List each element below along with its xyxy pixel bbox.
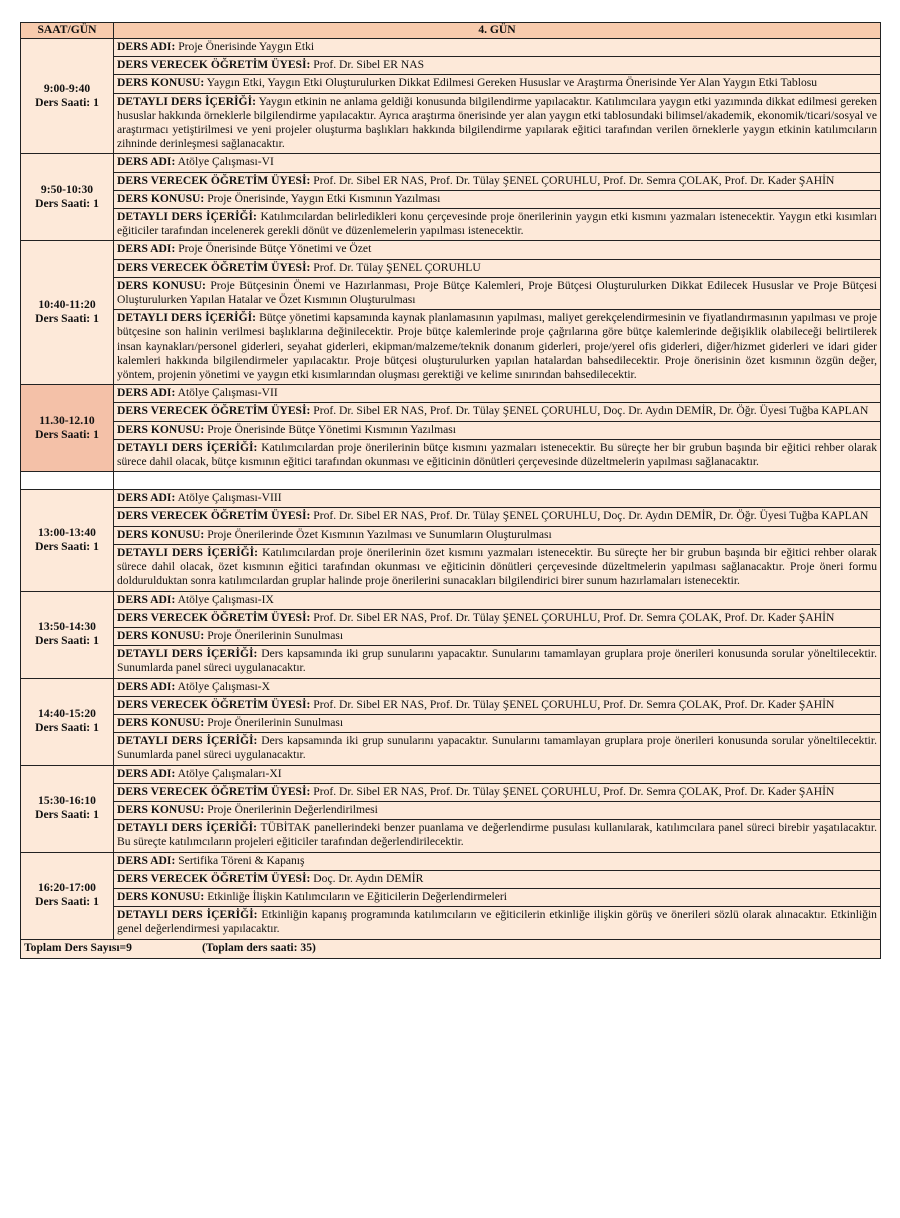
field-value: Katılımcılardan belirledikleri konu çerçevesinde proje önerilerinin yaygın etki kısmını yazmaları istenecektir. Yaygın etki kısımları eğiticiler tarafından incelenerek gerekli dönüt ve düzenlemelerin yapılması istenecektir. bbox=[117, 210, 877, 238]
detail-cell bbox=[114, 75, 881, 93]
session-row-ders-adi bbox=[21, 678, 881, 696]
time-slot-cell bbox=[21, 241, 114, 385]
session-row-ogretim-uyesi bbox=[21, 403, 881, 421]
field-value: Katılımcılardan proje önerilerinin bütçe kısmını yazmaları istenecektir. Bu süreçte her bir grubun başında bir eğitici rehber olarak sürece dahil olacak, bütçe kısmının eğitici tarafından okunması ve eğiticinin dönütleri çerçevesinde düzeltmelerin yapılması sağlanacaktır. bbox=[117, 440, 877, 469]
field-value: Proje Önerisinde Bütçe Yönetimi Kısmının Yazılması bbox=[207, 422, 457, 436]
field-label: DERS KONUSU: bbox=[117, 422, 205, 436]
detail-cell bbox=[114, 678, 881, 696]
field-label: DETAYLI DERS İÇERİĞİ: bbox=[117, 311, 256, 325]
time-slot-cell bbox=[21, 154, 114, 241]
field-value: Prof. Dr. Sibel ER NAS, Prof. Dr. Tülay ŞENEL ÇORUHLU, Prof. Dr. Semra ÇOLAK, Prof. Dr. Kader ŞAHİN bbox=[313, 697, 835, 711]
time-slot-cell bbox=[21, 765, 114, 852]
field-value: Proje Önerisinde Yaygın Etki bbox=[178, 40, 315, 53]
time-slot-cell bbox=[21, 490, 114, 591]
detail-cell bbox=[114, 907, 881, 939]
header-day-cell: 4. GÜN bbox=[114, 23, 881, 39]
detail-cell bbox=[114, 544, 881, 591]
ders-saati: Ders Saati: 1 bbox=[35, 721, 99, 735]
session-row-detay bbox=[21, 310, 881, 385]
field-label: DERS KONUSU: bbox=[117, 889, 205, 903]
session-row-ogretim-uyesi bbox=[21, 259, 881, 277]
field-value: Proje Önerisinde Bütçe Yönetimi ve Özet bbox=[178, 242, 372, 256]
time-slot-cell bbox=[21, 852, 114, 939]
session-row-konusu bbox=[21, 277, 881, 309]
field-label: DERS VERECEK ÖĞRETİM ÜYESİ: bbox=[117, 871, 311, 885]
time-range: 11.30-12.10 bbox=[39, 413, 95, 427]
field-value: Proje Önerilerinde Özet Kısmının Yazılması ve Sunumların Oluşturulması bbox=[207, 527, 552, 541]
footer-cell bbox=[21, 939, 881, 958]
detail-cell bbox=[114, 93, 881, 154]
field-label: DERS ADI: bbox=[117, 242, 176, 256]
ders-saati: Ders Saati: 1 bbox=[35, 808, 99, 822]
ders-saati: Ders Saati: 1 bbox=[35, 196, 99, 210]
field-label: DERS ADI: bbox=[117, 679, 176, 693]
field-value: Doç. Dr. Aydın DEMİR bbox=[313, 871, 424, 885]
ders-saati: Ders Saati: 1 bbox=[35, 634, 99, 647]
time-range: 13:00-13:40 bbox=[38, 525, 96, 539]
field-value: Proje Önerisinde, Yaygın Etki Kısmının Yazılması bbox=[207, 191, 441, 205]
session-row-detay bbox=[21, 209, 881, 241]
field-label: DERS KONUSU: bbox=[117, 191, 205, 205]
field-label: DETAYLI DERS İÇERİĞİ: bbox=[117, 908, 258, 922]
detail-cell bbox=[114, 888, 881, 906]
detail-cell bbox=[114, 57, 881, 75]
session-row-ogretim-uyesi bbox=[21, 57, 881, 75]
detail-cell bbox=[114, 733, 881, 765]
session-row-konusu bbox=[21, 714, 881, 732]
field-value: Katılımcılardan proje önerilerinin özet kısmını yazmaları istenecektir. Bu süreçte her bir grubun başında bir eğitici rehber olarak sürece dahil olacak, özet kısmının eğitici tarafından okunması ve eğiticinin dönütleri çerçevesinde düzeltmelerin yapılması sağlanacaktır. Proje öneri formu doldurulduktan sonra katılımcılardan gruplar halinde proje önerilerini sunacakları bilgilendirici birer sunum hazırlamaları istenecektir. bbox=[117, 545, 877, 588]
field-label: DETAYLI DERS İÇERİĞİ: bbox=[117, 734, 258, 748]
field-label: DERS VERECEK ÖĞRETİM ÜYESİ: bbox=[117, 610, 311, 624]
field-label: DETAYLI DERS İÇERİĞİ: bbox=[117, 647, 258, 661]
session-row-ders-adi bbox=[21, 591, 881, 609]
session-row-ders-adi bbox=[21, 385, 881, 403]
field-label: DERS KONUSU: bbox=[117, 802, 205, 816]
total-course-hours: (Toplam ders saati: 35) bbox=[201, 940, 316, 954]
field-label: DERS KONUSU: bbox=[117, 76, 205, 90]
field-label: DERS KONUSU: bbox=[117, 527, 205, 541]
field-label: DERS KONUSU: bbox=[117, 715, 205, 729]
field-value: Proje Önerilerinin Değerlendirilmesi bbox=[207, 802, 378, 816]
field-label: DERS VERECEK ÖĞRETİM ÜYESİ: bbox=[117, 784, 311, 798]
field-label: DETAYLI DERS İÇERİĞİ: bbox=[117, 94, 256, 108]
field-label: DERS VERECEK ÖĞRETİM ÜYESİ: bbox=[117, 58, 311, 72]
detail-cell bbox=[114, 696, 881, 714]
time-slot-cell bbox=[21, 678, 114, 765]
detail-cell bbox=[114, 259, 881, 277]
detail-cell bbox=[114, 591, 881, 609]
session-row-detay bbox=[21, 646, 881, 678]
time-range: 9:50-10:30 bbox=[40, 182, 94, 196]
ders-saati: Ders Saati: 1 bbox=[35, 539, 99, 553]
footer-row bbox=[21, 939, 881, 958]
session-row-ogretim-uyesi bbox=[21, 870, 881, 888]
gap-cell bbox=[21, 472, 114, 490]
detail-cell bbox=[114, 870, 881, 888]
field-value: Atölye Çalışması-VI bbox=[177, 155, 274, 169]
field-label: DETAYLI DERS İÇERİĞİ: bbox=[117, 821, 258, 835]
session-row-konusu bbox=[21, 75, 881, 93]
field-value: Etkinliğe İlişkin Katılımcıların ve Eğiticilerin Değerlendirmeleri bbox=[207, 889, 507, 903]
detail-cell bbox=[114, 209, 881, 241]
detail-cell bbox=[114, 241, 881, 259]
field-value: Prof. Dr. Sibel ER NAS, Prof. Dr. Tülay ŞENEL ÇORUHLU, Prof. Dr. Semra ÇOLAK, Prof. Dr. Kader ŞAHİN bbox=[313, 173, 835, 187]
schedule-table bbox=[20, 22, 881, 959]
session-row-detay bbox=[21, 93, 881, 154]
field-value: Yaygın Etki, Yaygın Etki Oluşturulurken Dikkat Edilmesi Gereken Hususlar ve Araştırma Önerisinde Yer Alan Yaygın Etki Tablosu bbox=[206, 76, 818, 90]
time-range: 16:20-17:00 bbox=[38, 880, 96, 894]
header-time-cell: SAAT/GÜN bbox=[21, 23, 114, 39]
schedule-body bbox=[21, 23, 881, 959]
session-row-ogretim-uyesi bbox=[21, 696, 881, 714]
session-row-ogretim-uyesi bbox=[21, 172, 881, 190]
field-value: Ders kapsamında iki grup sunularını yapacaktır. Sunularını tamamlayan gruplara proje önerileri konusunda sorular yöneltilecektir. Sunumlarda panel süreci uygulanacaktır. bbox=[117, 734, 877, 762]
detail-cell bbox=[114, 801, 881, 819]
detail-cell bbox=[114, 310, 881, 385]
session-row-konusu bbox=[21, 627, 881, 645]
time-range: 15:30-16:10 bbox=[38, 793, 96, 807]
field-label: DERS KONUSU: bbox=[117, 628, 205, 642]
field-value: Prof. Dr. Sibel ER NAS, Prof. Dr. Tülay ŞENEL ÇORUHLU, Doç. Dr. Aydın DEMİR, Dr. Öğr. Üyesi Tuğba KAPLAN bbox=[313, 404, 869, 418]
session-row-ders-adi bbox=[21, 490, 881, 508]
detail-cell bbox=[114, 508, 881, 526]
session-row-ders-adi bbox=[21, 852, 881, 870]
detail-cell bbox=[114, 190, 881, 208]
field-value: Proje Bütçesinin Önemi ve Hazırlanması, Proje Bütçe Kalemleri, Proje Bütçesi Oluşturulurken Dikkat Edilecek Hususlar ve Proje Bütçesi Oluşturulurken Yapılan Hatalar ve Özet Kısmının Oluşturulması bbox=[117, 278, 877, 307]
ders-saati: Ders Saati: 1 bbox=[35, 312, 99, 326]
field-label: DERS VERECEK ÖĞRETİM ÜYESİ: bbox=[117, 173, 311, 187]
field-value: TÜBİTAK panellerindeki benzer puanlama ve değerlendirme pusulası kullanılarak, katılımcılara panel süreci birebir yaşatılacaktır. Bu süreçte katılımcıların projeleri eğiticiler tarafından değerlendirilecektir. bbox=[117, 821, 877, 849]
time-range: 10:40-11:20 bbox=[38, 298, 96, 312]
time-range: 13:50-14:30 bbox=[38, 619, 96, 633]
session-row-ogretim-uyesi bbox=[21, 783, 881, 801]
field-label: DERS ADI: bbox=[117, 766, 176, 780]
session-row-ders-adi bbox=[21, 154, 881, 172]
field-value: Prof. Dr. Sibel ER NAS, Prof. Dr. Tülay ŞENEL ÇORUHLU, Prof. Dr. Semra ÇOLAK, Prof. Dr. Kader ŞAHİN bbox=[313, 610, 835, 624]
field-value: Atölye Çalışması-VII bbox=[177, 386, 278, 400]
gap-cell bbox=[114, 472, 881, 490]
session-row-konusu bbox=[21, 190, 881, 208]
ders-saati: Ders Saati: 1 bbox=[35, 95, 99, 109]
field-label: DETAYLI DERS İÇERİĞİ: bbox=[117, 440, 258, 454]
session-row-detay bbox=[21, 439, 881, 471]
field-label: DERS KONUSU: bbox=[117, 278, 206, 292]
detail-cell bbox=[114, 646, 881, 678]
field-label: DERS ADI: bbox=[117, 491, 176, 505]
ders-saati: Ders Saati: 1 bbox=[35, 427, 99, 441]
session-row-detay bbox=[21, 907, 881, 939]
field-value: Prof. Dr. Tülay ŞENEL ÇORUHLU bbox=[313, 260, 481, 274]
session-row-konusu bbox=[21, 526, 881, 544]
field-value: Proje Önerilerinin Sunulması bbox=[207, 628, 344, 642]
field-label: DERS ADI: bbox=[117, 853, 176, 867]
detail-cell bbox=[114, 852, 881, 870]
time-slot-cell bbox=[21, 385, 114, 472]
session-row-ogretim-uyesi bbox=[21, 508, 881, 526]
detail-cell bbox=[114, 39, 881, 57]
detail-cell bbox=[114, 277, 881, 309]
field-label: DETAYLI DERS İÇERİĞİ: bbox=[117, 545, 258, 559]
session-row-ogretim-uyesi bbox=[21, 609, 881, 627]
field-value: Proje Önerilerinin Sunulması bbox=[207, 715, 344, 729]
session-row-konusu bbox=[21, 888, 881, 906]
session-row-detay bbox=[21, 544, 881, 591]
field-value: Yaygın etkinin ne anlama geldiği konusunda bilgilendirme yapılacaktır. Katılımcılara yaygın etki yazımında dikkat edilmesi gereken hususlar hakkında örneklerle bilgilendirme yapılacaktır. Ayrıca araştırma önerisinde yer alan yaygın etki tablosundaki bilimsel/akademik, ekonomik/ticari/sosyal ve araştırmacı yetiştirilmesi ve yeni projeler oluşturma başlıkları hakkında bilgilendirme yapılarak eğitici tarafından verilen örneklerle yaygın etkinin katılımcıların zihninde derinleşmesi sağlanacaktır. bbox=[117, 94, 877, 151]
field-value: Etkinliğin kapanış programında katılımcıların ve eğiticilerin etkinliğe ilişkin görüş ve önerileri sözlü olarak alınacaktır. Etkinliğin genel değerlendirmesi yapılacaktır. bbox=[117, 908, 877, 936]
field-label: DERS ADI: bbox=[117, 386, 176, 400]
detail-cell bbox=[114, 172, 881, 190]
field-value: Prof. Dr. Sibel ER NAS, Prof. Dr. Tülay ŞENEL ÇORUHLU, Prof. Dr. Semra ÇOLAK, Prof. Dr. Kader ŞAHİN bbox=[313, 784, 835, 798]
time-range: 14:40-15:20 bbox=[38, 706, 96, 720]
detail-cell bbox=[114, 385, 881, 403]
field-label: DERS VERECEK ÖĞRETİM ÜYESİ: bbox=[117, 260, 311, 274]
ders-saati: Ders Saati: 1 bbox=[35, 895, 99, 909]
session-row-ders-adi bbox=[21, 39, 881, 57]
field-label: DERS ADI: bbox=[117, 155, 176, 169]
session-row-konusu bbox=[21, 421, 881, 439]
field-value: Atölye Çalışmaları-XI bbox=[177, 766, 282, 780]
detail-cell bbox=[114, 609, 881, 627]
field-value: Prof. Dr. Sibel ER NAS, Prof. Dr. Tülay ŞENEL ÇORUHLU, Doç. Dr. Aydın DEMİR, Dr. Öğr. Üyesi Tuğba KAPLAN bbox=[313, 509, 869, 523]
session-row-ders-adi bbox=[21, 765, 881, 783]
lunch-break-row bbox=[21, 472, 881, 490]
session-row-detay bbox=[21, 733, 881, 765]
field-label: DERS VERECEK ÖĞRETİM ÜYESİ: bbox=[117, 697, 311, 711]
detail-cell bbox=[114, 714, 881, 732]
detail-cell bbox=[114, 490, 881, 508]
field-value: Atölye Çalışması-VIII bbox=[177, 491, 282, 505]
field-label: DERS ADI: bbox=[117, 40, 176, 53]
field-value: Atölye Çalışması-X bbox=[177, 679, 270, 693]
detail-cell bbox=[114, 439, 881, 471]
detail-cell bbox=[114, 765, 881, 783]
session-row-konusu bbox=[21, 801, 881, 819]
time-range: 9:00-9:40 bbox=[43, 81, 91, 95]
detail-cell bbox=[114, 421, 881, 439]
session-row-ders-adi bbox=[21, 241, 881, 259]
detail-cell bbox=[114, 820, 881, 852]
field-label: DETAYLI DERS İÇERİĞİ: bbox=[117, 210, 257, 224]
detail-cell bbox=[114, 783, 881, 801]
field-value: Prof. Dr. Sibel ER NAS bbox=[313, 58, 425, 72]
field-label: DERS ADI: bbox=[117, 592, 176, 606]
total-course-count: Toplam Ders Sayısı=9 bbox=[24, 940, 132, 954]
time-slot-cell bbox=[21, 39, 114, 154]
session-row-detay bbox=[21, 820, 881, 852]
field-value: Atölye Çalışması-IX bbox=[177, 592, 274, 606]
field-value: Bütçe yönetimi kapsamında kaynak planlamasının yapılması, maliyet gerekçelendirmesinin ve fiyatlandırmasının yapılması ve proje bütçesine son halinin verilmesi başlıklarına değinilecektir. Proje bütçe kalemlerinde proje çağrılarına göre bütçe kalemlerinde değişiklik olabileceği belirtilerek insan kaynakları/personel giderleri, seyahat giderleri, ekipman/malzeme/teknik donanım giderleri, proje/yerel ofis giderleri, diğer/hizmet giderleri ve idari gider kalemleri hakkında bilgilendirmeler yapılacaktır. Proje bütçesi oluşturulurken yapılan hatalardan bahsedilecektir. Proje önerisinin özet kısmının özgün değer, yöntem, projenin yönetimi ve yaygın etki kısımlarından oluşması gerektiği ve kelime sınırından bahsedilecektir. bbox=[117, 311, 877, 382]
detail-cell bbox=[114, 154, 881, 172]
field-value: Sertifika Töreni & Kapanış bbox=[178, 853, 305, 867]
header-row bbox=[21, 23, 881, 39]
field-value: Ders kapsamında iki grup sunularını yapacaktır. Sunularını tamamlayan gruplara proje önerileri konusunda sorular yöneltilecektir. Sunumlarda panel süreci uygulanacaktır. bbox=[117, 647, 877, 675]
field-label: DERS VERECEK ÖĞRETİM ÜYESİ: bbox=[117, 509, 311, 523]
detail-cell bbox=[114, 526, 881, 544]
field-label: DERS VERECEK ÖĞRETİM ÜYESİ: bbox=[117, 404, 311, 418]
detail-cell bbox=[114, 403, 881, 421]
time-slot-cell bbox=[21, 591, 114, 678]
detail-cell bbox=[114, 627, 881, 645]
